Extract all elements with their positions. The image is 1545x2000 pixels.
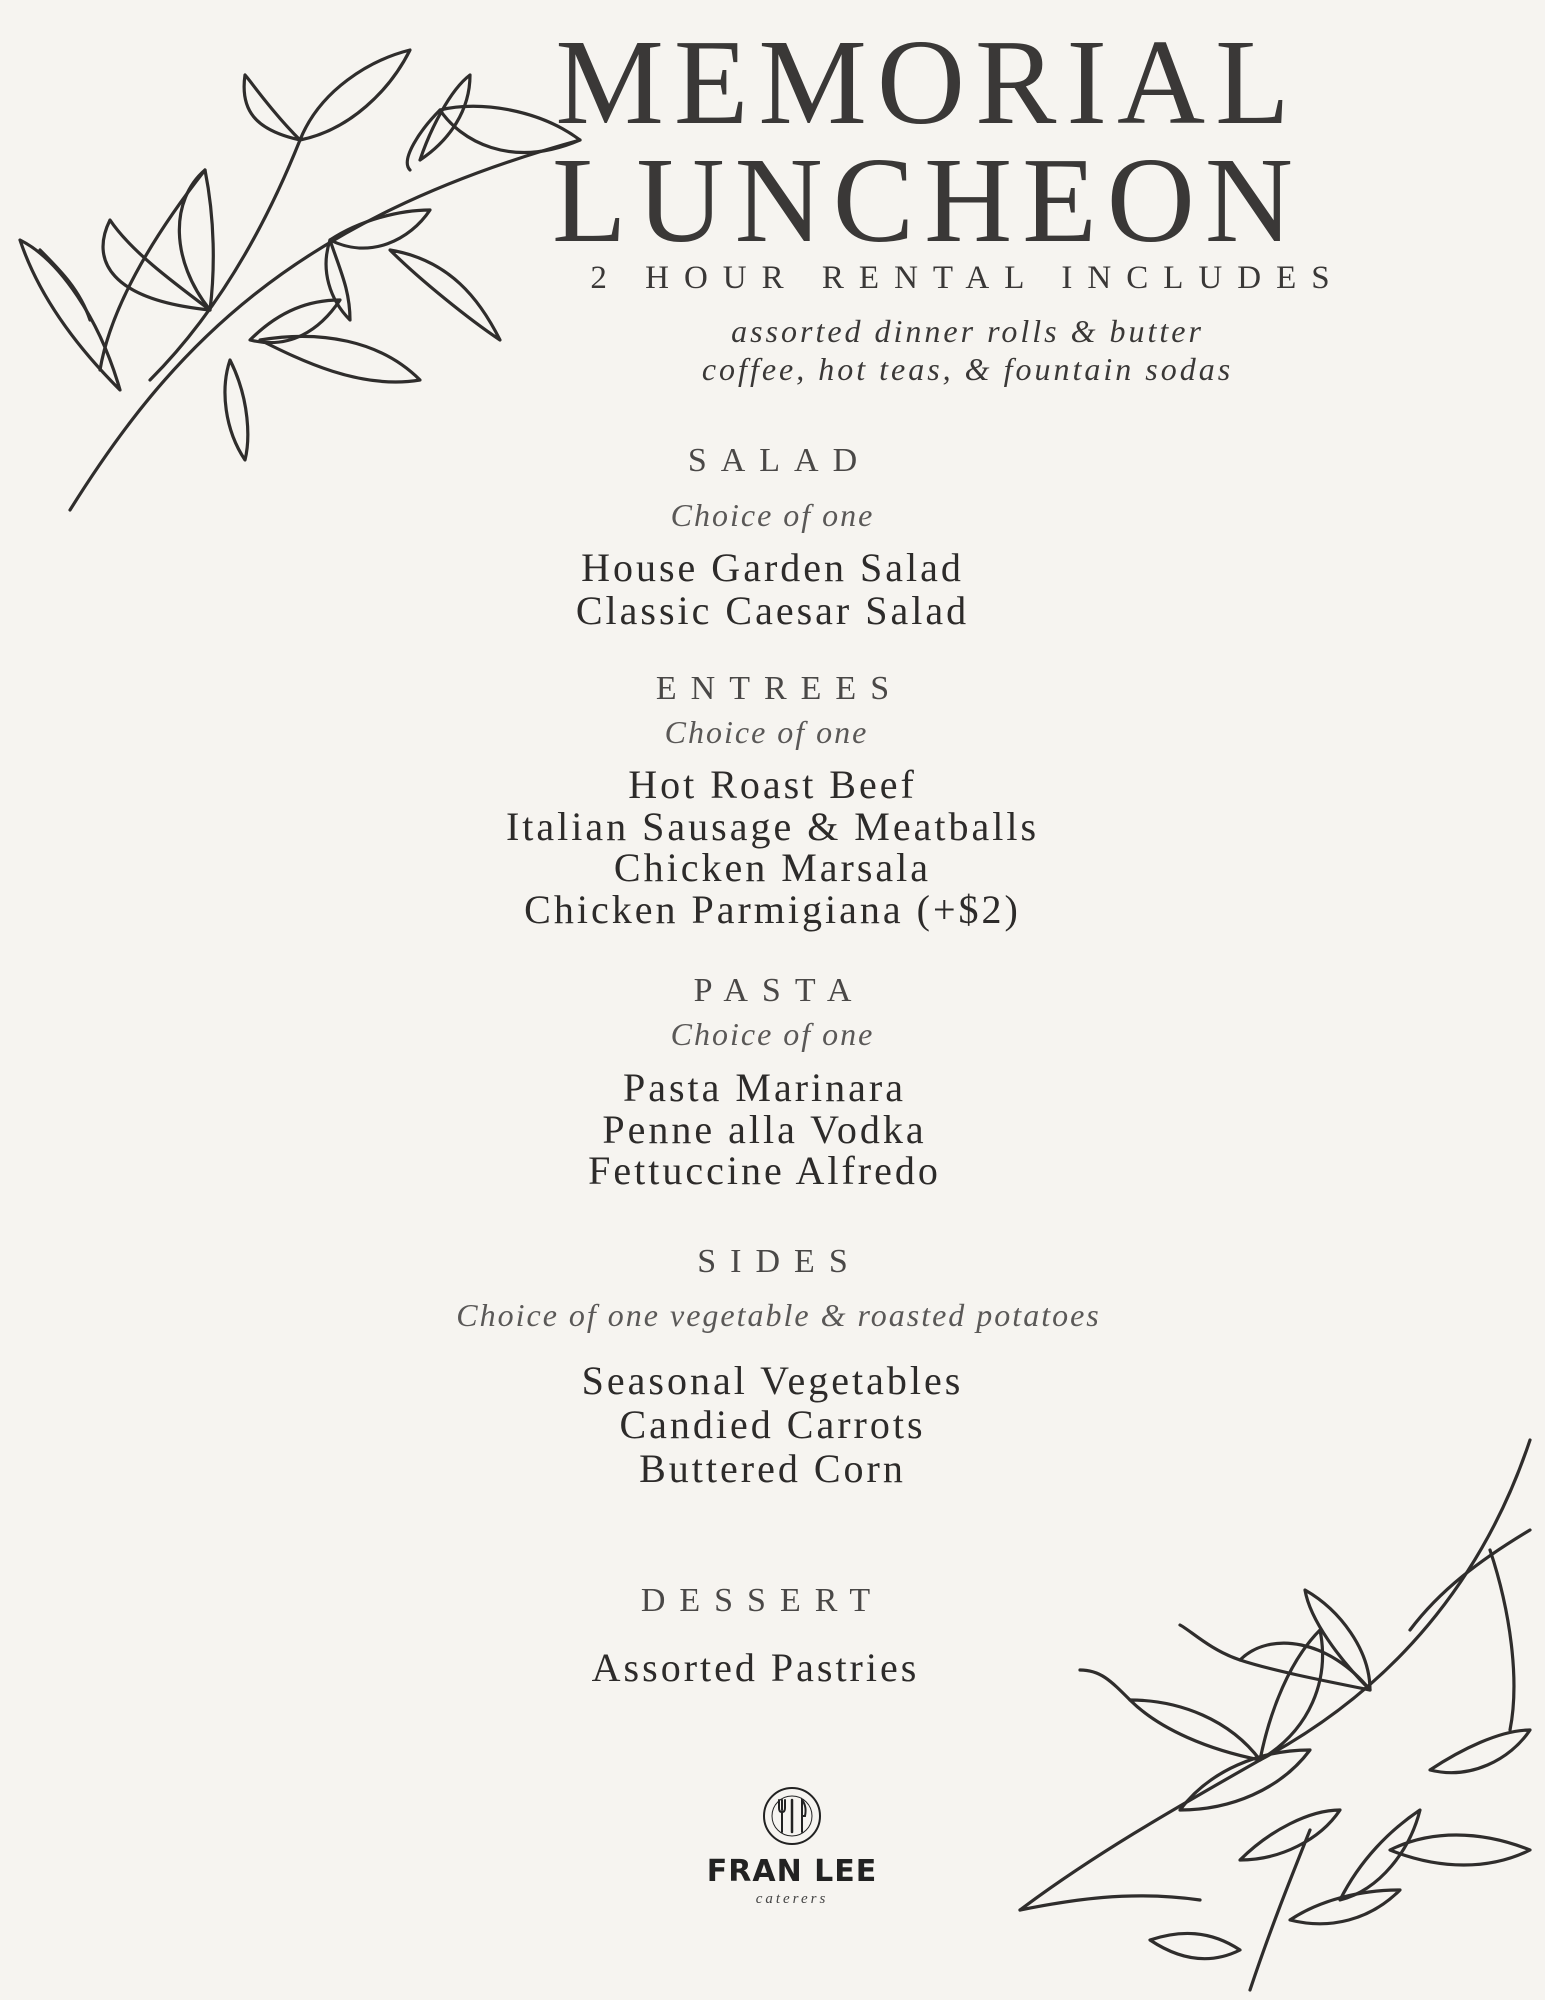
section-title-pasta: PASTA: [693, 972, 866, 1009]
logo-tagline: caterers: [755, 1891, 829, 1907]
side-item: Buttered Corn: [639, 1446, 906, 1491]
includes-line-1: assorted dinner rolls & butter: [731, 313, 1204, 349]
dessert-item: Assorted Pastries: [591, 1645, 920, 1690]
entree-item: Chicken Parmigiana (+$2): [524, 887, 1021, 932]
sides-choice-note: Choice of one vegetable & roasted potatoes: [456, 1297, 1101, 1333]
entree-item: Chicken Marsala: [613, 845, 932, 890]
pasta-item: Pasta Marinara: [622, 1065, 906, 1110]
logo-name: FRAN LEE: [706, 1854, 878, 1889]
entree-item: Hot Roast Beef: [628, 762, 917, 807]
pasta-item: Fettuccine Alfredo: [588, 1148, 941, 1193]
page-title-line2: LUNCHEON: [552, 133, 1303, 268]
side-item: Seasonal Vegetables: [581, 1358, 964, 1403]
salad-item: Classic Caesar Salad: [575, 588, 970, 633]
caterer-logo: [672, 1784, 912, 1908]
side-item: Candied Carrots: [619, 1402, 926, 1447]
entree-item: Italian Sausage & Meatballs: [505, 804, 1040, 849]
page-title-line1: MEMORIAL: [555, 15, 1300, 150]
includes-line-2: coffee, hot teas, & fountain sodas: [701, 351, 1234, 387]
section-title-salad: SALAD: [687, 442, 872, 479]
entrees-choice-note: Choice of one: [664, 714, 869, 750]
rental-includes-heading: 2 HOUR RENTAL INCLUDES: [590, 260, 1345, 296]
pasta-choice-note: Choice of one: [670, 1016, 875, 1052]
section-title-dessert: DESSERT: [640, 1582, 885, 1619]
leaf-branch-bottom-right: [1010, 1430, 1545, 2000]
section-title-entrees: ENTREES: [655, 670, 904, 707]
pasta-item: Penne alla Vodka: [602, 1107, 927, 1152]
plate-fork-knife-icon: [760, 1784, 824, 1848]
salad-choice-note: Choice of one: [670, 497, 875, 533]
section-title-sides: SIDES: [697, 1243, 862, 1280]
salad-item: House Garden Salad: [581, 545, 964, 590]
